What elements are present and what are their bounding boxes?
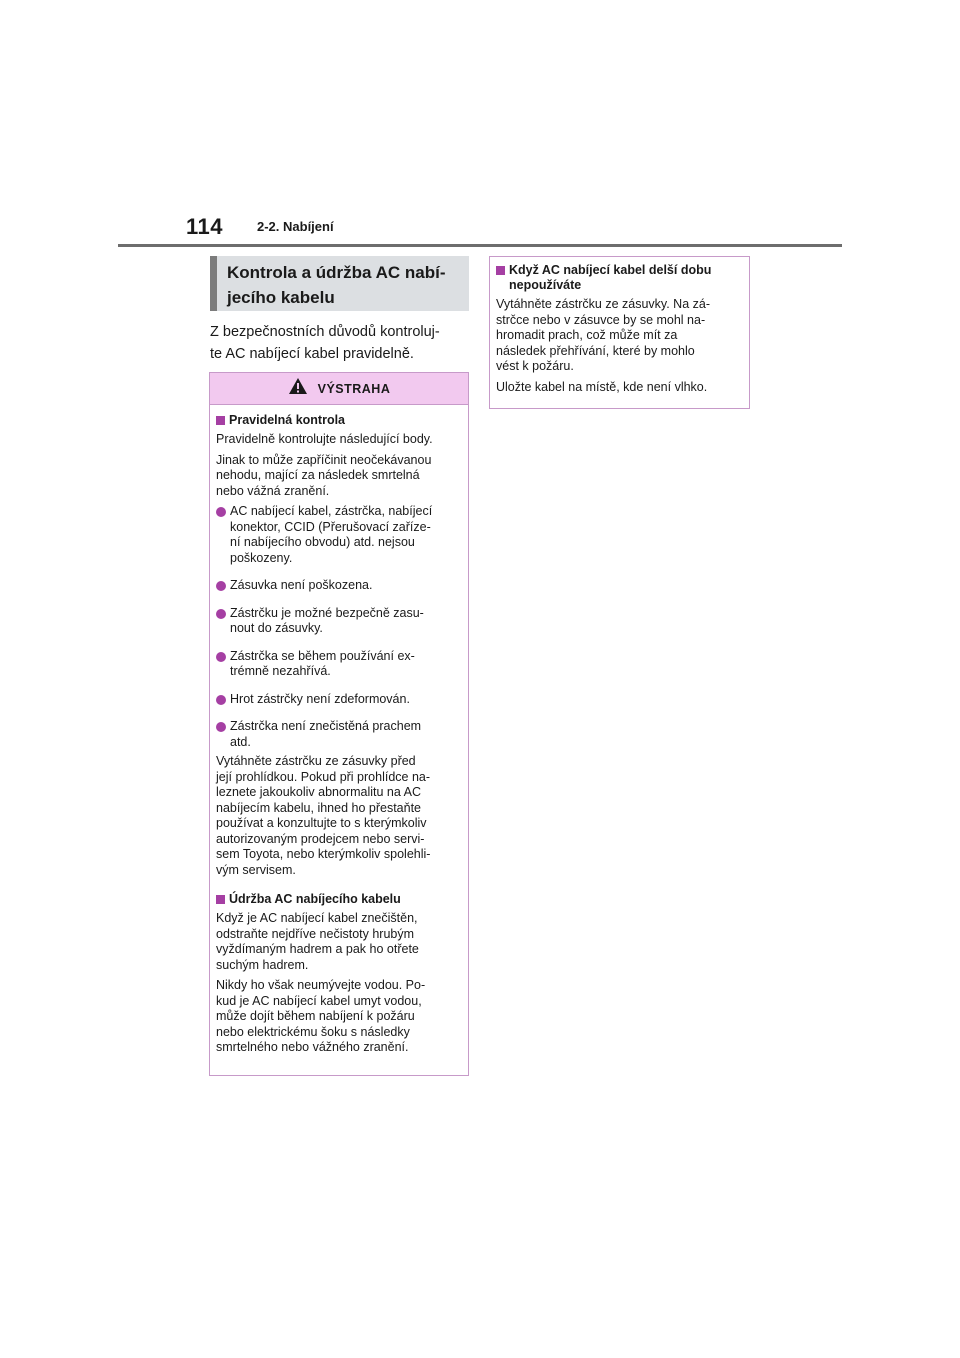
paragraph: Uložte kabel na místě, kde není vlhko. <box>496 379 708 394</box>
list-item: Zástrčka není znečistěná prachem atd. <box>216 719 462 750</box>
warning-body <box>210 405 468 1056</box>
intro-line-2: te AC nabíjecí kabel pravidelně. <box>210 346 414 362</box>
paragraph: Pravidelně kontrolujte následující body. <box>216 432 433 446</box>
circle-bullet-icon <box>216 652 226 662</box>
subsection-title-maintenance: Údržba AC nabíjecího kabelu <box>216 892 462 907</box>
circle-bullet-icon <box>216 695 226 705</box>
list-item: Zásuvka není poškozena. <box>216 578 462 594</box>
circle-bullet-icon <box>216 507 226 517</box>
paragraph: Jinak to může zapříčinit neočekávanou nehodu, mající za následek smrtelná nebo vážná zranění. <box>216 452 432 498</box>
circle-bullet-icon <box>216 609 226 619</box>
warning-header <box>210 373 468 405</box>
paragraph: Vytáhněte zástrčku ze zásuvky. Na zá- strčce nebo v zásuvce by se mohl na- hromadit prach, což může mít za následek přehřívání, které by mohlo vést k požáru. <box>496 297 710 373</box>
section-label: 2-2. Nabíjení <box>257 219 334 234</box>
list-item: Hrot zástrčky není zdeformován. <box>216 692 462 708</box>
page-number: 114 <box>186 214 223 239</box>
section-heading <box>210 256 469 311</box>
circle-bullet-icon <box>216 722 226 732</box>
list-item: Zástrčka se během používání ex- trémně nezahřívá. <box>216 649 462 680</box>
note-title: Když AC nabíjecí kabel delší dobu nepoužíváte <box>496 263 743 293</box>
square-bullet-icon <box>496 266 505 275</box>
subsection-title-inspection: Pravidelná kontrola <box>216 413 462 428</box>
heading-line-2: jecího kabelu <box>227 288 335 307</box>
square-bullet-icon <box>216 416 225 425</box>
square-bullet-icon <box>216 895 225 904</box>
list-item: Zástrčku je možné bezpečně zasu- nout do zásuvky. <box>216 606 462 637</box>
header-rule <box>118 244 842 247</box>
warning-title: VÝSTRAHA <box>317 381 391 396</box>
paragraph: Když je AC nabíjecí kabel znečištěn, odstraňte nejdříve nečistoty hrubým vyždímaným hadrem a pak ho otřete suchým hadrem. <box>216 911 419 972</box>
list-item: AC nabíjecí kabel, zástrčka, nabíjecí konektor, CCID (Přerušovací zaříze- ní nabíjecího obvodu) atd. nejsou poškozeny. <box>216 504 462 566</box>
intro-text <box>210 321 472 365</box>
note-box <box>489 256 750 409</box>
warning-box <box>209 372 469 1076</box>
heading-line-1: Kontrola a údržba AC nabí- <box>227 263 446 282</box>
circle-bullet-icon <box>216 581 226 591</box>
paragraph: Nikdy ho však neumývejte vodou. Po- kud je AC nabíjecí kabel umyt vodou, může dojít během nabíjení k požáru nebo elektrickému šoku s následky smrtelného nebo vážného zranění. <box>216 978 426 1054</box>
intro-line-1: Z bezpečnostních důvodů kontroluj- <box>210 324 440 340</box>
paragraph: Vytáhněte zástrčku ze zásuvky před její prohlídkou. Pokud při prohlídce na- leznete jakoukoliv abnormalitu na AC nabíjecím kabelu, ihned ho přestaňte používat a konzultujte to s kterýmkoliv autorizovaným prodejcem nebo servi- sem Toyota, nebo kterýmkoliv spolehli- vým servisem. <box>216 754 431 877</box>
warning-triangle-icon <box>288 377 308 400</box>
